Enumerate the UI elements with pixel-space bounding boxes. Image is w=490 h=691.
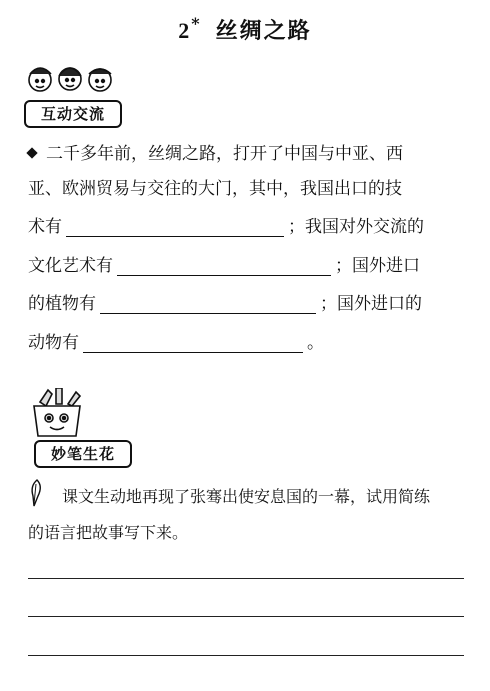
fill-blank-plants[interactable] — [100, 295, 316, 314]
lesson-number: 2 — [178, 18, 192, 43]
answer-line-1[interactable] — [28, 578, 464, 579]
text-line-3-end: ；我国对外交流的 — [288, 217, 424, 237]
quill-pen-icon — [28, 478, 44, 508]
text-line-5-end: ；国外进口的 — [320, 294, 422, 314]
text-line-3-start: 术有 — [28, 217, 62, 237]
pen-cup-icon — [26, 388, 88, 438]
prompt-line-2: 的语言把故事写下来。 — [28, 523, 189, 542]
paragraph-line-3 — [28, 212, 424, 242]
paragraph-line-6 — [28, 328, 324, 358]
paragraph-line-5 — [28, 289, 422, 319]
prompt-line-1: 课文生动地再现了张骞出使安息国的一幕，试用简练 — [62, 487, 431, 506]
text-line-6-start: 动物有 — [28, 333, 79, 353]
fill-blank-export-tech[interactable] — [66, 218, 284, 237]
paragraph-line-4 — [28, 251, 420, 281]
lesson-title: 丝绸之路 — [215, 18, 312, 44]
section-banner-writing: 妙笔生花 — [34, 440, 132, 468]
children-illustration-icon — [24, 60, 116, 100]
answer-line-3[interactable] — [28, 655, 464, 656]
fill-blank-art[interactable] — [117, 257, 331, 276]
answer-line-2[interactable] — [28, 616, 464, 617]
lesson-marker: * — [191, 14, 202, 33]
text-line-4-start: 文化艺术有 — [28, 256, 113, 276]
diamond-bullet-icon — [26, 147, 37, 158]
text-line-6-end: 。 — [307, 333, 324, 353]
page-title — [0, 14, 490, 45]
paragraph-line-1 — [28, 139, 403, 169]
fill-blank-animals[interactable] — [83, 334, 303, 353]
text-line-2: 亚、欧洲贸易与交往的大门，其中，我国出口的技 — [28, 179, 402, 199]
text-line-1: 二千多年前，丝绸之路，打开了中国与中亚、西 — [46, 144, 403, 164]
text-line-5-start: 的植物有 — [28, 294, 96, 314]
text-line-4-end: ；国外进口 — [335, 256, 420, 276]
section-banner-interactive: 互动交流 — [24, 100, 122, 128]
